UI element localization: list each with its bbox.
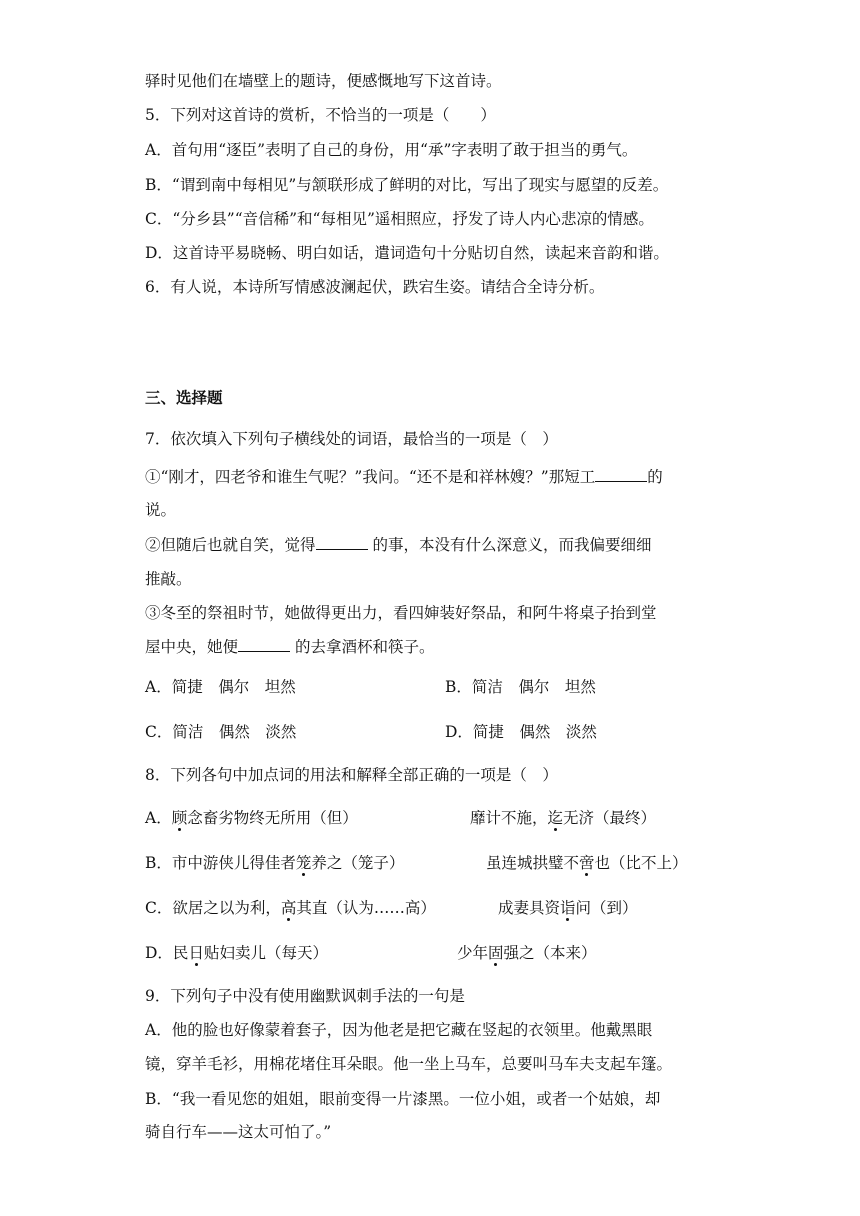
previous-text-continuation: 驿时见他们在墙壁上的题诗，便感慨地写下这首诗。 xyxy=(145,72,502,90)
dotted-word: 日 xyxy=(188,944,204,962)
dotted-word: 啻 xyxy=(579,854,595,872)
question-5-stem: 5．下列对这首诗的赏析，不恰当的一项是（ ） xyxy=(145,106,496,124)
dotted-word: 顾 xyxy=(171,809,188,827)
q7-option-a[interactable]: A．简捷 偶尔 坦然 xyxy=(145,678,296,696)
q7-sentence-2: ②但随后也就自笑，觉得 的事，本没有什么深意义，而我偏要细细 xyxy=(145,536,652,554)
q5-option-c[interactable]: C．“分乡县”“音信稀”和“每相见”遥相照应，抒发了诗人内心悲凉的情感。 xyxy=(145,210,654,228)
blank-line xyxy=(238,637,290,652)
q7-option-b[interactable]: B．简洁 偶尔 坦然 xyxy=(445,678,596,696)
question-7-stem: 7．依次填入下列句子横线处的词语，最恰当的一项是（ ） xyxy=(145,430,558,448)
q7-option-c[interactable]: C．简洁 偶然 淡然 xyxy=(145,723,297,741)
q7-sentence-2-cont: 推敲。 xyxy=(145,570,192,588)
q8-option-d[interactable]: D．民日贴妇卖儿（每天） xyxy=(145,944,328,962)
q8-option-b-second: 虽连城拱璧不啻也（比不上） xyxy=(486,854,688,872)
q5-option-a[interactable]: A．首句用“逐臣”表明了自己的身份，用“承”字表明了敢于担当的勇气。 xyxy=(145,141,638,159)
q7-sentence-3-cont: 屋中央，她便 的去拿酒杯和筷子。 xyxy=(145,638,435,656)
q8-option-c[interactable]: C．欲居之以为利，高其直（认为……高） xyxy=(145,899,436,917)
q8-option-a-second: 靡计不施，迄无济（最终） xyxy=(470,809,657,827)
q5-option-d[interactable]: D．这首诗平易晓畅、明白如话，遣词造句十分贴切自然，读起来音韵和谐。 xyxy=(145,244,669,262)
dotted-word: 笼 xyxy=(295,854,312,872)
q7-option-d[interactable]: D．简捷 偶然 淡然 xyxy=(445,723,597,741)
dotted-word: 固 xyxy=(488,944,504,962)
q8-option-a[interactable]: A．顾念畜劣物终无所用（但） xyxy=(145,809,358,827)
q8-option-d-second: 少年固强之（本来） xyxy=(457,944,597,962)
dotted-word: 迄 xyxy=(547,809,564,827)
q8-option-c-second: 成妻具资诣问（到） xyxy=(498,899,638,917)
q9-option-a[interactable]: A．他的脸也好像蒙着套子，因为他老是把它藏在竖起的衣领里。他戴黑眼 xyxy=(145,1021,653,1039)
blank-line xyxy=(316,535,368,550)
q7-sentence-1: ①“刚才，四老爷和谁生气呢？”我问。“还不是和祥林嫂？”那短工 的 xyxy=(145,468,663,486)
q9-option-a-cont: 镜，穿羊毛衫，用棉花堵住耳朵眼。他一坐上马车，总要叫马车夫支起车篷。 xyxy=(145,1055,673,1073)
dotted-word: 诣 xyxy=(560,899,576,917)
question-8-stem: 8．下列各句中加点词的用法和解释全部正确的一项是（ ） xyxy=(145,766,558,784)
dotted-word: 高 xyxy=(280,899,297,917)
blank-line xyxy=(595,467,647,482)
q9-option-b-cont: 骑自行车——这太可怕了。” xyxy=(145,1123,332,1141)
q9-option-b[interactable]: B．“我一看见您的姐姐，眼前变得一片漆黑。一位小姐，或者一个姑娘，却 xyxy=(145,1090,661,1108)
question-6-stem: 6．有人说，本诗所写情感波澜起伏，跌宕生姿。请结合全诗分析。 xyxy=(145,278,605,296)
q7-sentence-1-cont: 说。 xyxy=(145,501,177,519)
question-9-stem: 9．下列句子中没有使用幽默讽刺手法的一句是 xyxy=(145,987,465,1005)
section-heading: 三、选择题 xyxy=(145,388,223,407)
q8-option-b[interactable]: B．市中游侠儿得佳者笼养之（笼子） xyxy=(145,854,405,872)
q7-sentence-3: ③冬至的祭祖时节，她做得更出力，看四婶装好祭品，和阿牛将桌子抬到堂 xyxy=(145,604,657,622)
q5-option-b[interactable]: B．“谓到南中每相见”与颔联形成了鲜明的对比，写出了现实与愿望的反差。 xyxy=(145,176,669,194)
